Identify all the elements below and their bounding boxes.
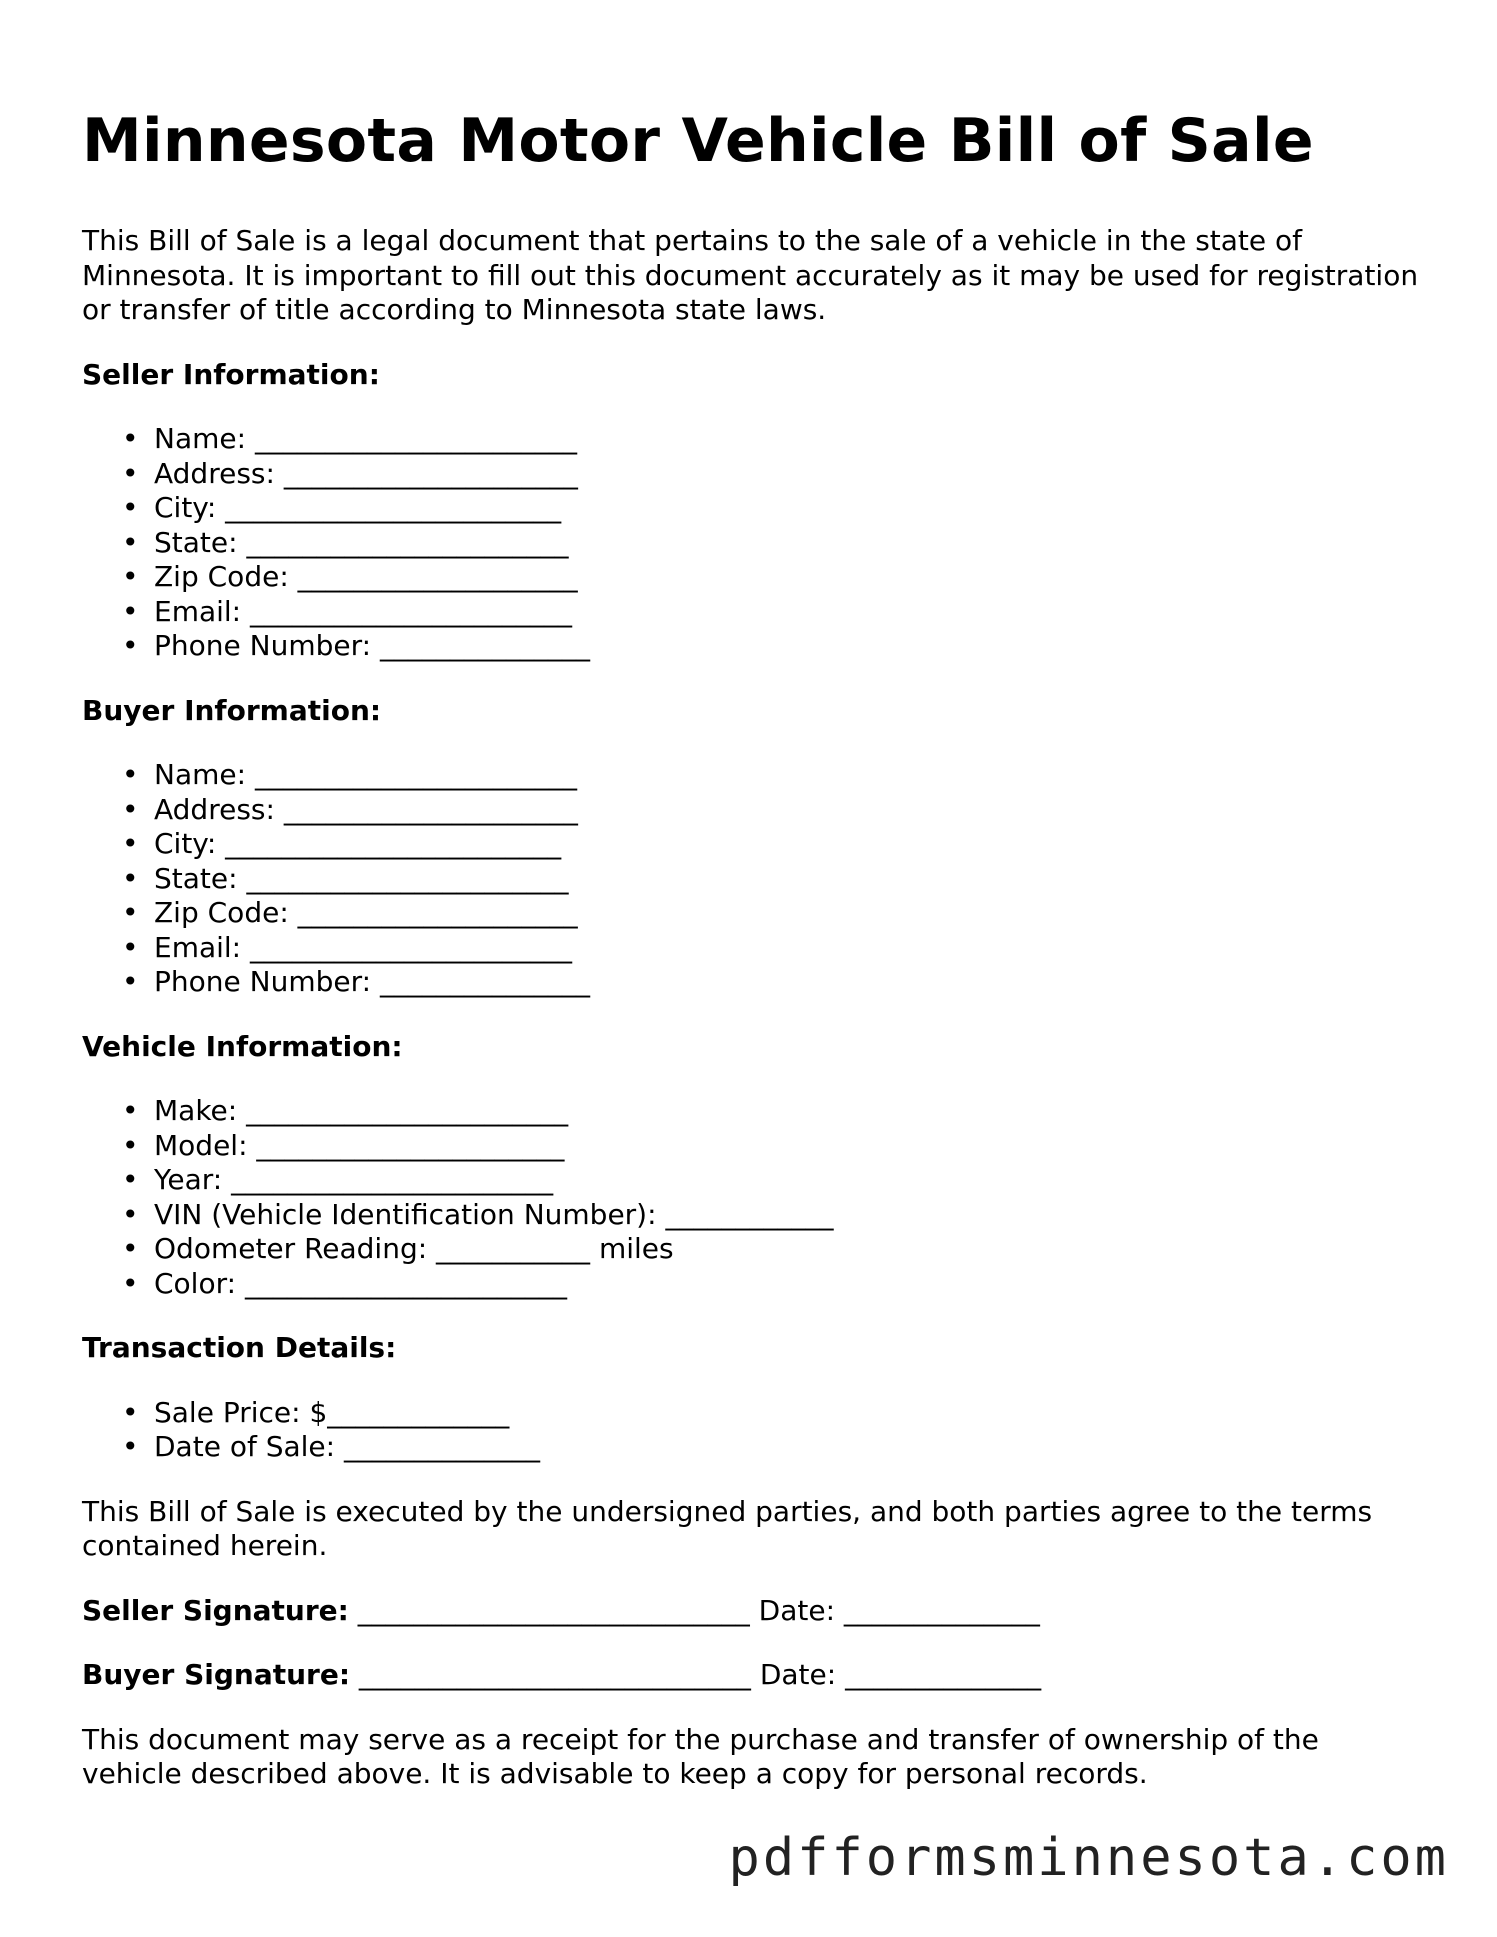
footer-watermark: pdfformsminnesota.com <box>728 1828 1449 1888</box>
bullet-icon: • <box>122 629 139 662</box>
transaction-list <box>82 1396 1422 1465</box>
execution-paragraph: This Bill of Sale is executed by the undersigned parties, and both parties agree to the terms contained herein. <box>82 1494 1373 1562</box>
bullet-icon: • <box>122 1232 139 1265</box>
buyer-list <box>82 758 1422 1000</box>
list-item <box>122 827 1422 862</box>
seller-phone-field: Phone Number: _______________ <box>154 629 590 662</box>
list-item <box>122 560 1422 595</box>
document-page <box>82 100 1422 1822</box>
bullet-icon: • <box>122 1395 139 1429</box>
list-item <box>122 1197 1422 1233</box>
bullet-icon: • <box>122 1094 139 1127</box>
buyer-address-field: Address: _____________________ <box>154 792 578 826</box>
seller-zip-field: Zip Code: ____________________ <box>154 560 578 593</box>
seller-city-field: City: ________________________ <box>154 491 562 524</box>
buyer-heading: Buyer Information: <box>82 693 382 727</box>
vehicle-year-field: Year: _______________________ <box>154 1163 554 1196</box>
buyer-signature-blank: ____________________________ Date: ______________ <box>350 1658 1042 1691</box>
bullet-icon: • <box>122 525 139 559</box>
vehicle-model-field: Model: ______________________ <box>154 1128 565 1162</box>
bullet-icon: • <box>122 456 139 490</box>
buyer-phone-field: Phone Number: _______________ <box>154 965 590 998</box>
vehicle-make-field: Make: _______________________ <box>154 1094 569 1127</box>
bullet-icon: • <box>122 1163 139 1196</box>
seller-email-field: Email: _______________________ <box>154 594 573 628</box>
list-item <box>122 594 1422 630</box>
list-item <box>122 525 1422 561</box>
seller-signature-blank: ____________________________ Date: ______________ <box>348 1593 1040 1627</box>
sale-price-field: Sale Price: $_____________ <box>154 1395 510 1429</box>
bullet-icon: • <box>122 758 139 791</box>
bullet-icon: • <box>122 861 139 895</box>
list-item <box>122 456 1422 492</box>
list-item <box>122 629 1422 664</box>
bullet-icon: • <box>122 422 139 455</box>
list-item <box>122 1163 1422 1198</box>
list-item <box>122 1395 1422 1431</box>
closing-paragraph: This document may serve as a receipt for the purchase and transfer of ownership of the vehicle described above. It is advisable to keep a copy for personal records. <box>82 1722 1319 1790</box>
buyer-zip-field: Zip Code: ____________________ <box>154 896 578 929</box>
bullet-icon: • <box>122 792 139 826</box>
list-item <box>122 792 1422 828</box>
list-item <box>122 422 1422 457</box>
list-item <box>122 930 1422 966</box>
bullet-icon: • <box>122 896 139 929</box>
vehicle-heading: Vehicle Information: <box>82 1029 403 1063</box>
list-item <box>122 896 1422 931</box>
bullet-icon: • <box>122 1266 139 1300</box>
bullet-icon: • <box>122 930 139 964</box>
buyer-signature-line <box>82 1658 1422 1693</box>
seller-address-field: Address: _____________________ <box>154 456 578 490</box>
bullet-icon: • <box>122 1128 139 1162</box>
seller-name-field: Name: _______________________ <box>154 422 577 455</box>
list-item <box>122 965 1422 1000</box>
list-item <box>122 1094 1422 1129</box>
buyer-signature-label: Buyer Signature: <box>82 1658 351 1691</box>
seller-signature-label: Seller Signature: <box>82 1593 349 1627</box>
list-item <box>122 1430 1422 1465</box>
vehicle-vin-field: VIN (Vehicle Identification Number): ____________ <box>154 1197 834 1231</box>
vehicle-odometer-field: Odometer Reading: ___________ miles <box>154 1232 674 1265</box>
seller-state-field: State: _______________________ <box>154 525 569 559</box>
list-item <box>122 1232 1422 1267</box>
sale-date-field: Date of Sale: ______________ <box>154 1430 540 1463</box>
buyer-name-field: Name: _______________________ <box>154 758 577 791</box>
bullet-icon: • <box>122 1430 139 1463</box>
bullet-icon: • <box>122 1197 139 1231</box>
bullet-icon: • <box>122 965 139 998</box>
bullet-icon: • <box>122 594 139 628</box>
list-item <box>122 758 1422 793</box>
buyer-email-field: Email: _______________________ <box>154 930 573 964</box>
list-item <box>122 1128 1422 1164</box>
list-item <box>122 861 1422 897</box>
vehicle-list <box>82 1094 1422 1301</box>
bullet-icon: • <box>122 491 139 524</box>
bullet-icon: • <box>122 827 139 860</box>
bullet-icon: • <box>122 560 139 593</box>
intro-paragraph: This Bill of Sale is a legal document that pertains to the sale of a vehicle in the state of Minnesota. It is important to fill out this document accurately as it may be used for registration or transfer of title according to Minnesota state laws. <box>82 224 1419 326</box>
document-title: Minnesota Motor Vehicle Bill of Sale <box>82 106 1314 176</box>
vehicle-color-field: Color: _______________________ <box>154 1266 567 1300</box>
list-item <box>122 1266 1422 1302</box>
buyer-state-field: State: _______________________ <box>154 861 569 895</box>
seller-heading: Seller Information: <box>82 357 380 391</box>
buyer-city-field: City: ________________________ <box>154 827 562 860</box>
seller-signature-line <box>82 1594 1422 1629</box>
list-item <box>122 491 1422 526</box>
seller-list <box>82 422 1422 664</box>
transaction-heading: Transaction Details: <box>82 1331 397 1364</box>
